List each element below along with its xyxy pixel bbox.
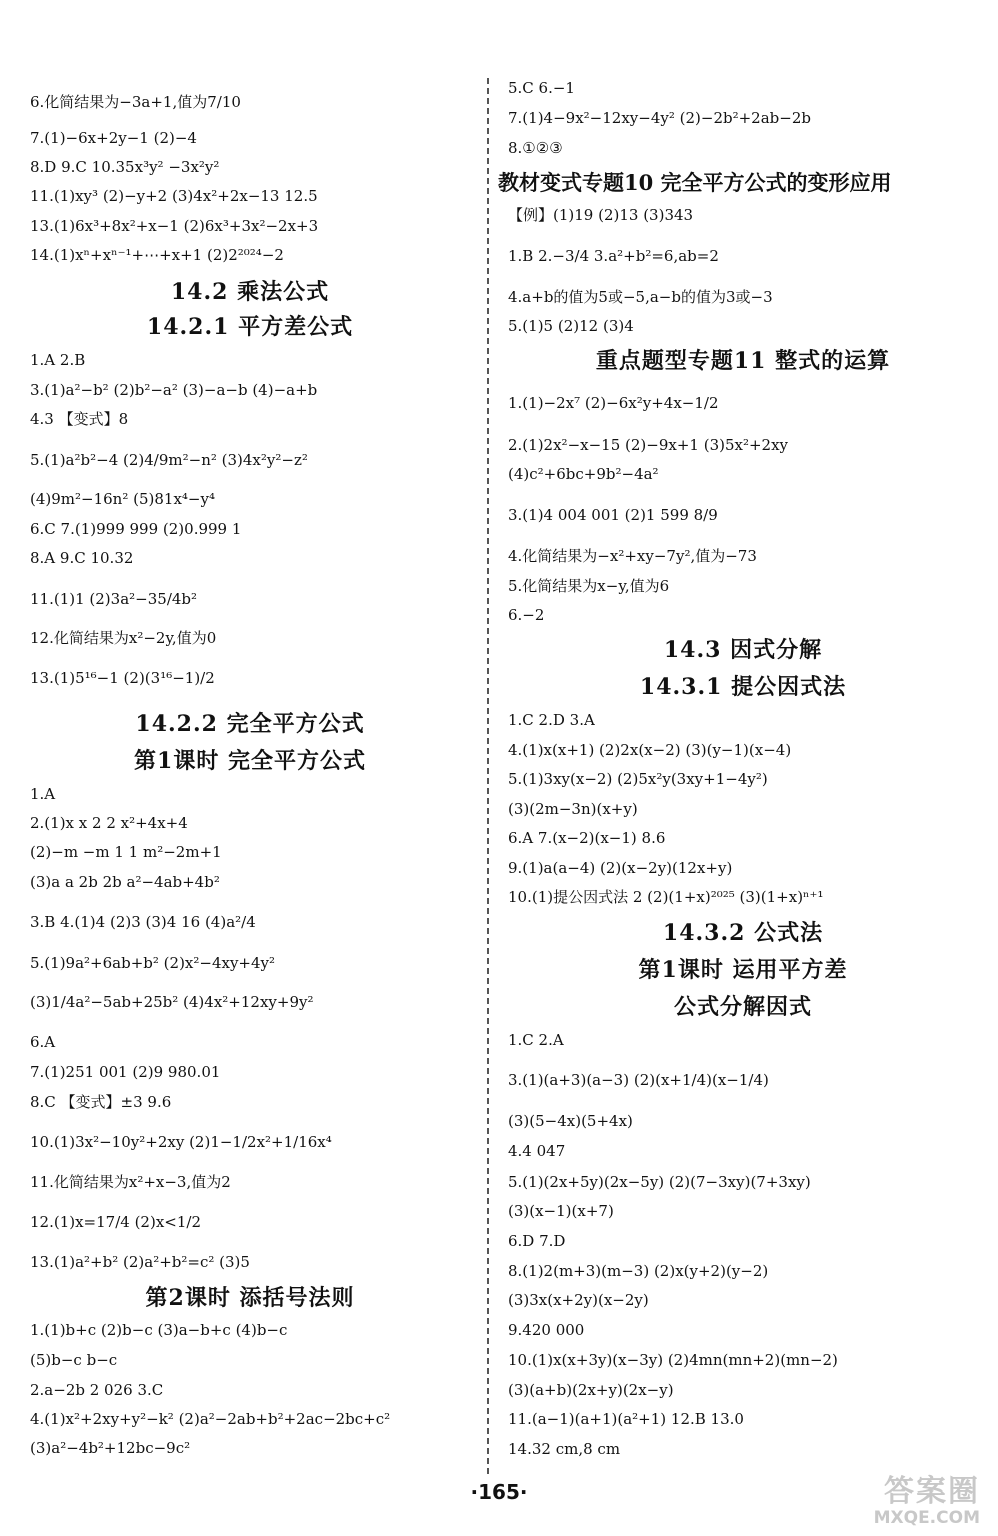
answer-line: 4.4 047 — [508, 1142, 566, 1160]
section-heading: 教材变式专题10 完全平方公式的变形应用 — [498, 170, 892, 195]
answer-line: 3.(1)(a+3)(a−3) (2)(x+1/4)(x−1/4) — [508, 1071, 769, 1089]
answer-line: 11.(1)xy³ (2)−y+2 (3)4x²+2x−13 12.5 — [30, 187, 318, 205]
answer-line: 10.(1)3x²−10y²+2xy (2)1−1/2x²+1/16x⁴ — [30, 1133, 332, 1151]
answer-line: 6.D 7.D — [508, 1232, 566, 1250]
answer-line: 14.(1)xⁿ+xⁿ⁻¹+⋯+x+1 (2)2²⁰²⁴−2 — [30, 246, 284, 264]
answer-line: 6.C 7.(1)999 999 (2)0.999 1 — [30, 520, 242, 538]
answer-line: 2.a−2b 2 026 3.C — [30, 1381, 164, 1399]
answer-line: 1.A — [30, 785, 56, 803]
answer-line: 10.(1)x(x+3y)(x−3y) (2)4mn(mn+2)(mn−2) — [508, 1351, 838, 1369]
answer-line: 6.−2 — [508, 606, 545, 624]
section-heading: 14.3.1 提公因式法 — [639, 674, 847, 700]
answer-line: 3.B 4.(1)4 (2)3 (3)4 16 (4)a²/4 — [30, 913, 256, 931]
answer-line: 1.C 2.A — [508, 1031, 564, 1049]
answer-line: 5.(1)(2x+5y)(2x−5y) (2)(7−3xy)(7+3xy) — [508, 1173, 811, 1191]
answer-line: (4)9m²−16n² (5)81x⁴−y⁴ — [30, 490, 215, 508]
answer-line: (3)(a+b)(2x+y)(2x−y) — [508, 1381, 674, 1399]
answer-line: 1.A 2.B — [30, 351, 86, 369]
answer-line: 5.(1)a²b²−4 (2)4/9m²−n² (3)4x²y²−z² — [30, 451, 308, 469]
answer-line: 13.(1)6x³+8x²+x−1 (2)6x³+3x²−2x+3 — [30, 217, 319, 235]
answer-line: 12.化简结果为x²−2y,值为0 — [30, 629, 217, 647]
section-heading: 第1课时 运用平方差 — [638, 957, 848, 983]
answer-line: 3.(1)a²−b² (2)b²−a² (3)−a−b (4)−a+b — [30, 381, 318, 399]
watermark-logo — [834, 1466, 984, 1528]
page-number: ·165· — [470, 1480, 528, 1504]
answer-line: 1.(1)−2x⁷ (2)−6x²y+4x−1/2 — [508, 394, 719, 412]
answer-line: 11.(a−1)(a+1)(a²+1) 12.B 13.0 — [508, 1410, 744, 1428]
answer-line: 4.化简结果为−x²+xy−7y²,值为−73 — [508, 547, 757, 565]
watermark-text: 答案圈 — [884, 1474, 980, 1509]
answer-line: 2.(1)x x 2 2 x²+4x+4 — [30, 814, 188, 832]
answer-line: 5.(1)5 (2)12 (3)4 — [508, 317, 634, 335]
answer-line: 【例】(1)19 (2)13 (3)343 — [508, 206, 694, 224]
answer-line: (3)(5−4x)(5+4x) — [508, 1112, 633, 1130]
answer-line: 1.C 2.D 3.A — [508, 711, 595, 729]
answer-line: (3)3x(x+2y)(x−2y) — [508, 1291, 649, 1309]
section-heading: 第2课时 添括号法则 — [145, 1285, 355, 1311]
answer-line: 13.(1)5¹⁶−1 (2)(3¹⁶−1)/2 — [30, 669, 215, 687]
answer-line: 1.B 2.−3/4 3.a²+b²=6,ab=2 — [508, 247, 719, 265]
section-heading: 14.3 因式分解 — [663, 637, 823, 663]
answer-line: 4.(1)x²+2xy+y²−k² (2)a²−2ab+b²+2ac−2bc+c² — [30, 1410, 391, 1428]
answer-line: 7.(1)−6x+2y−1 (2)−4 — [30, 129, 197, 147]
answer-line: 12.(1)x=17/4 (2)x<1/2 — [30, 1213, 201, 1231]
answer-line: 8.A 9.C 10.32 — [30, 549, 134, 567]
answer-line: 5.(1)3xy(x−2) (2)5x²y(3xy+1−4y²) — [508, 770, 768, 788]
answer-line: 4.3 【变式】8 — [30, 410, 129, 428]
answer-line: 5.(1)9a²+6ab+b² (2)x²−4xy+4y² — [30, 954, 276, 972]
answer-line: 8.C 【变式】±3 9.6 — [30, 1093, 172, 1111]
answer-line: 1.(1)b+c (2)b−c (3)a−b+c (4)b−c — [30, 1321, 288, 1339]
answer-line: (5)b−c b−c — [30, 1351, 118, 1369]
answer-line: (3)(x−1)(x+7) — [508, 1202, 614, 1220]
answer-line: 6.A 7.(x−2)(x−1) 8.6 — [508, 829, 666, 847]
watermark-url: MXQE.COM — [873, 1508, 980, 1528]
column-divider — [487, 78, 489, 1474]
answer-line: 5.C 6.−1 — [508, 79, 575, 97]
answer-line: (3)(2m−3n)(x+y) — [508, 800, 638, 818]
answer-line: 8.D 9.C 10.35x³y² −3x²y² — [30, 158, 220, 176]
section-heading: 14.3.2 公式法 — [662, 920, 824, 946]
answer-line: 6.化简结果为−3a+1,值为7/10 — [30, 93, 241, 111]
answer-line: 5.化简结果为x−y,值为6 — [508, 577, 670, 595]
answer-line: (3)a²−4b²+12bc−9c² — [30, 1439, 191, 1457]
answer-line: (2)−m −m 1 1 m²−2m+1 — [30, 843, 222, 861]
answer-line: 4.(1)x(x+1) (2)2x(x−2) (3)(y−1)(x−4) — [508, 741, 792, 759]
answer-line: 11.(1)1 (2)3a²−35/4b² — [30, 590, 198, 608]
answer-line: 8.①②③ — [508, 139, 563, 157]
section-heading: 14.2 乘法公式 — [170, 279, 330, 305]
answer-line: 14.32 cm,8 cm — [508, 1440, 621, 1458]
answer-line: 11.化简结果为x²+x−3,值为2 — [30, 1173, 231, 1191]
answer-line: 9.(1)a(a−4) (2)(x−2y)(12x+y) — [508, 859, 733, 877]
answer-line: 7.(1)251 001 (2)9 980.01 — [30, 1063, 221, 1081]
answer-line: 10.(1)提公因式法 2 (2)(1+x)²⁰²⁵ (3)(1+x)ⁿ⁺¹ — [508, 888, 824, 906]
answer-line: 6.A — [30, 1033, 56, 1051]
answer-line: 13.(1)a²+b² (2)a²+b²=c² (3)5 — [30, 1253, 250, 1271]
section-heading: 14.2.2 完全平方公式 — [135, 711, 365, 737]
answer-line: 2.(1)2x²−x−15 (2)−9x+1 (3)5x²+2xy — [508, 436, 789, 454]
section-heading: 14.2.1 平方差公式 — [146, 314, 354, 340]
answer-line: 7.(1)4−9x²−12xy−4y² (2)−2b²+2ab−2b — [508, 109, 811, 127]
answer-line: 9.420 000 — [508, 1321, 585, 1339]
answer-line: 8.(1)2(m+3)(m−3) (2)x(y+2)(y−2) — [508, 1262, 769, 1280]
section-heading: 公式分解因式 — [673, 994, 812, 1020]
answer-line: (3)1/4a²−5ab+25b² (4)4x²+12xy+9y² — [30, 993, 314, 1011]
section-heading: 第1课时 完全平方公式 — [134, 748, 366, 774]
section-heading: 重点题型专题11 整式的运算 — [595, 348, 891, 374]
answer-line: 3.(1)4 004 001 (2)1 599 8/9 — [508, 506, 718, 524]
answer-line: (4)c²+6bc+9b²−4a² — [508, 465, 659, 483]
answer-line: (3)a a 2b 2b a²−4ab+4b² — [30, 873, 220, 891]
answer-line: 4.a+b的值为5或−5,a−b的值为3或−3 — [508, 288, 773, 306]
